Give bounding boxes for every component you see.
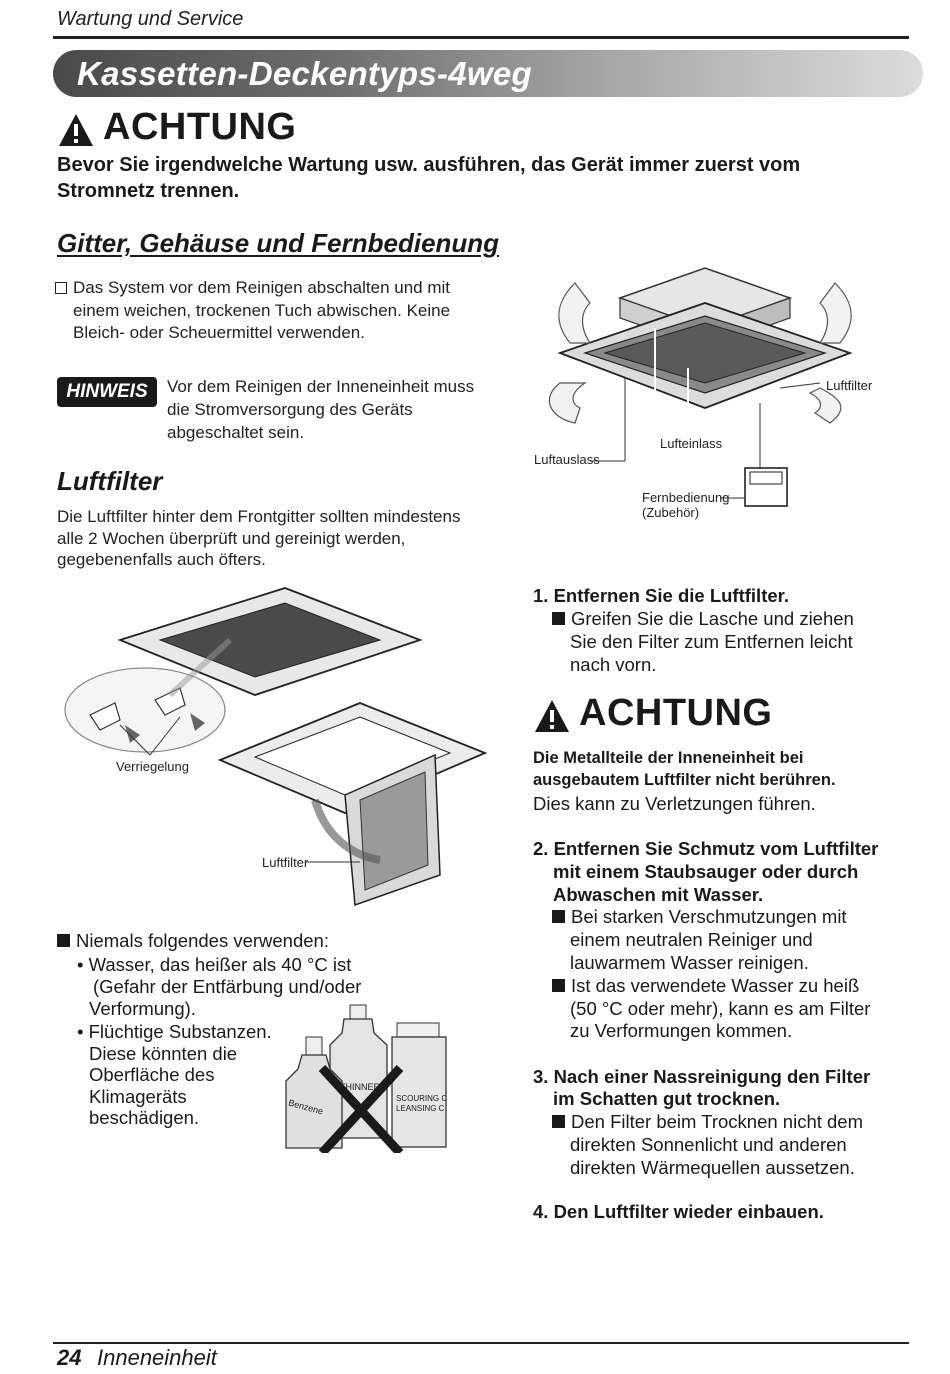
cassette-unit-illustration [530, 258, 900, 528]
warning2-bold-line1: Die Metallteile der Inneneinheit bei [533, 749, 804, 767]
step3-bullet-line1: Den Filter beim Trocknen nicht dem [552, 1110, 863, 1133]
unit-label-outlet: Luftauslass [534, 452, 600, 467]
page-number: 24 [57, 1345, 82, 1370]
grille-text: Das System vor dem Reinigen abschalten und mit [55, 277, 450, 300]
square-bullet-icon [552, 612, 565, 625]
never-use-item2-line4: Klimageräts [89, 1086, 187, 1107]
filter-text-line3: gegebenenfalls auch öfters. [57, 550, 266, 569]
filter-text-line1: Die Luftfilter hinter dem Frontgitter sollten mindestens [57, 507, 461, 526]
bottle-label-scouring: SCOURING C [396, 1094, 448, 1103]
step3-bullet-line3: direkten Wärmequellen aussetzen. [570, 1157, 855, 1178]
filter-label-filter: Luftfilter [262, 855, 309, 870]
note-badge: HINWEIS [57, 377, 157, 407]
warning2-heading [533, 694, 833, 738]
never-use-item1-line3: Verformung). [89, 998, 196, 1019]
step2-title-line2: mit einem Staubsauger oder durch [553, 861, 859, 882]
square-bullet-icon [552, 1115, 565, 1128]
checkbox-bullet-icon [55, 282, 67, 294]
step2-bullet2-line3: zu Verformungen kommen. [570, 1020, 793, 1041]
step2-title-line1: 2. Entfernen Sie Schmutz vom Luftfilter [533, 838, 879, 859]
warning-text-line1: Bevor Sie irgendwelche Wartung usw. ausführen, das Gerät immer zuerst vom [57, 154, 801, 176]
step1-title: 1. Entfernen Sie die Luftfilter. [533, 585, 789, 606]
header-rule [53, 36, 909, 39]
unit-label-filter: Luftfilter [826, 378, 873, 393]
warning-heading [57, 108, 657, 152]
warning-triangle-icon [533, 698, 571, 734]
running-header: Wartung und Service [57, 8, 244, 30]
step2-bullet1-line1: Bei starken Verschmutzungen mit [552, 905, 847, 928]
warning2-text: Dies kann zu Verletzungen führen. [533, 793, 816, 814]
warning2-heading-text: ACHTUNG [579, 692, 773, 734]
never-use-heading: Niemals folgendes verwenden: [57, 929, 329, 952]
never-use-item2-line1: • Flüchtige Substanzen. [77, 1021, 272, 1042]
filter-text-line2: alle 2 Wochen überprüft und gereinigt werden, [57, 529, 406, 548]
unit-label-remote-accessory: (Zubehör) [642, 505, 700, 520]
step2-bullet2-line2: (50 °C oder mehr), kann es am Filter [570, 998, 871, 1019]
warning-triangle-icon [57, 112, 95, 148]
bottle-label-benzene: Benzene [287, 1097, 325, 1117]
step1-bullet-line2: Sie den Filter zum Entfernen leicht [570, 631, 853, 652]
section-title-filter: Luftfilter [57, 466, 163, 496]
step2-bullet1-line2: einem neutralen Reiniger und [570, 929, 813, 950]
grille-text-line2: einem weichen, trockenen Tuch abwischen. Keine [73, 301, 451, 320]
never-use-item1-line2: (Gefahr der Entfärbung und/oder [93, 976, 362, 997]
step2-bullet2-line1: Ist das verwendete Wasser zu heiß [552, 974, 859, 997]
never-use-item2-line2: Diese könnten die [89, 1043, 238, 1064]
square-bullet-icon [552, 979, 565, 992]
section-title-grille: Gitter, Gehäuse und Fernbedienung [57, 228, 500, 258]
bottle-label-cleansing: LEANSING C [396, 1104, 445, 1113]
warning2-bold-line2: ausgebautem Luftfilter nicht berühren. [533, 771, 836, 789]
unit-label-remote: Fernbedienung [642, 490, 730, 505]
bottles-illustration [282, 1003, 454, 1153]
step1-bullet-line1: Greifen Sie die Lasche und ziehen [552, 607, 854, 630]
grille-text-line3: Bleich- oder Scheuermittel verwenden. [73, 323, 365, 342]
bottle-label-thinner: THINNER [340, 1082, 380, 1092]
unit-label-inlet: Lufteinlass [660, 436, 723, 451]
note-line1: Vor dem Reinigen der Inneneinheit muss [167, 377, 475, 396]
step3-title-line2: im Schatten gut trocknen. [553, 1088, 781, 1109]
step2-title-line3: Abwaschen mit Wasser. [553, 884, 764, 905]
warning-text-line2: Stromnetz trennen. [57, 180, 240, 202]
never-use-item2-line3: Oberfläche des [89, 1064, 215, 1085]
note-line2: die Stromversorgung des Geräts [167, 400, 413, 419]
step2-bullet1-line3: lauwarmem Wasser reinigen. [570, 952, 809, 973]
filter-label-lock: Verriegelung [116, 759, 189, 774]
note-line3: abgeschaltet sein. [167, 423, 305, 442]
never-use-item1-line1: • Wasser, das heißer als 40 °C ist [77, 954, 352, 975]
never-use-item2-line5: beschädigen. [89, 1107, 200, 1128]
step3-title-line1: 3. Nach einer Nassreinigung den Filter [533, 1066, 871, 1087]
footer-label: Inneneinheit [97, 1345, 217, 1370]
square-bullet-icon [552, 910, 565, 923]
footer-rule [53, 1342, 909, 1344]
step3-bullet-line2: direkten Sonnenlicht und anderen [570, 1134, 847, 1155]
step4-title: 4. Den Luftfilter wieder einbauen. [533, 1201, 824, 1222]
warning-heading-text: ACHTUNG [103, 106, 297, 148]
square-bullet-icon [57, 934, 70, 947]
step1-bullet-line3: nach vorn. [570, 654, 657, 675]
page-title: Kassetten-Deckentyps-4weg [77, 55, 532, 92]
